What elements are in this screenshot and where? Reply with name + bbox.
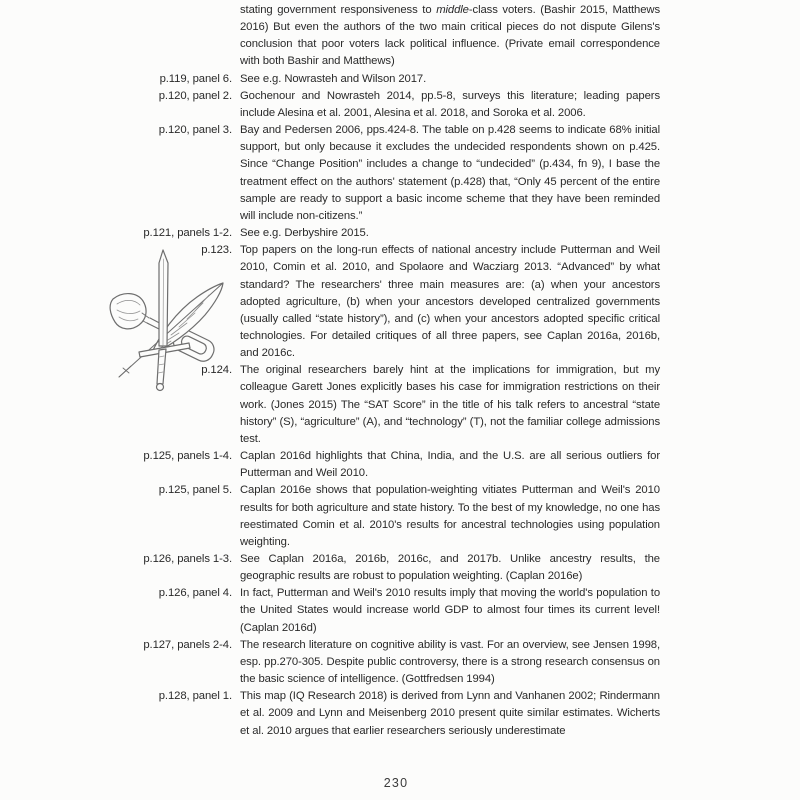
endnote-text: Bay and Pedersen 2006, pps.424-8. The table on p.428 seems to indicate 68% initial support, but only because it excludes the undecided respondents shown on p.425. Since “Change Position” includes a change to “undecided” (p.434, fn 9), I base the treatment effect on the authors' statement (p.428) that, “Only 45 percent of the entire sample are ready to support a basic income scheme that they have been reminded will include non-citizens.”: [240, 124, 660, 222]
endnote-row: [0, 688, 662, 739]
endnote-text-segment: stating government responsiveness to: [240, 4, 437, 16]
endnote-ref: p.119, panel 6.: [159, 72, 232, 85]
endnote-row: [0, 585, 662, 636]
endnote-text: [240, 2, 660, 71]
endnote-text: See e.g. Nowrasteh and Wilson 2017.: [240, 72, 427, 85]
endnote-row: [0, 88, 662, 122]
endnote-row: [0, 2, 662, 71]
endnote-row: [0, 551, 662, 585]
endnote-ref: p.120, panel 3.: [158, 124, 232, 137]
endnote-row: [0, 122, 662, 225]
endnote-text: This map (IQ Research 2018) is derived from Lynn and Vanhanen 2002; Rindermann et al. 2009 and Lynn and Meisenberg 2010 present quite similar estimates. Wicherts et al. 2010 argues that earlier researchers seriously underestimate: [240, 690, 660, 737]
endnote-ref: p.124.: [201, 364, 232, 377]
endnote-ref: p.125, panel 5.: [158, 484, 232, 497]
endnote-ref: p.123.: [201, 244, 232, 257]
endnote-ref: p.126, panel 4.: [158, 587, 232, 600]
endnote-text: Top papers on the long-run effects of national ancestry include Putterman and Weil 2010, Comin et al. 2010, and Spolaore and Wacziarg 2013. “Advanced” by what standard? The researchers' three main measures are: (a) when your ancestors adopted agriculture, (b) when your ancestors developed centralized governments (usually called “state history”), and (c) when your ancestors adopted specific critical technologies. For detailed critiques of all three papers, see Caplan 2016a, 2016b, and 2016c.: [240, 244, 660, 360]
endnote-text: Caplan 2016d highlights that China, India, and the U.S. are all serious outliers for Putterman and Weil 2010.: [240, 450, 660, 480]
endnote-row: [0, 242, 662, 362]
endnote-ref: p.121, panels 1-2.: [143, 227, 232, 240]
endnote-text-italic: middle: [436, 4, 469, 16]
endnote-row: [0, 448, 662, 482]
endnotes-list: [0, 2, 662, 740]
page-number: 230: [383, 776, 409, 790]
endnote-row: [0, 482, 662, 551]
endnote-row: [0, 362, 662, 448]
endnote-text: The original researchers barely hint at the implications for immigration, but my colleague Garett Jones explicitly bases his case for immigration restrictions on their work. (Jones 2015) The “SAT Score” in the title of his talk refers to ancestral “state history” (S), “agriculture” (A), and “technology” (T), not the familiar college admissions test.: [240, 364, 660, 445]
endnote-row: [0, 225, 662, 242]
endnote-ref: p.120, panel 2.: [158, 89, 232, 102]
endnote-row: [0, 71, 662, 88]
endnote-ref: p.127, panels 2-4.: [143, 638, 232, 651]
endnote-text: See Caplan 2016a, 2016b, 2016c, and 2017b. Unlike ancestry results, the geographic results are robust to population weighting. (Caplan 2016e): [240, 553, 660, 583]
sword-quill-shovel-sketch: [103, 247, 238, 395]
endnote-text: See e.g. Derbyshire 2015.: [240, 227, 369, 240]
endnote-ref: p.125, panels 1-4.: [143, 450, 232, 463]
endnote-text: Caplan 2016e shows that population-weighting vitiates Putterman and Weil's 2010 results for both agriculture and state history. To the best of my knowledge, no one has reestimated Comin et al. 2010's results for ancestral technologies using population weighting.: [240, 484, 660, 548]
endnote-text: In fact, Putterman and Weil's 2010 results imply that moving the world's population to the United States would increase world GDP to almost four times its current level! (Caplan 2016d): [240, 587, 660, 634]
endnote-text: The research literature on cognitive ability is vast. For an overview, see Jensen 1998, esp. pp.270-305. Despite public controversy, there is a strong research consensus on the basic science of intelligence. (Gottfredsen 1994): [240, 638, 660, 686]
endnote-ref: p.126, panels 1-3.: [143, 553, 232, 565]
endnote-text: Gochenour and Nowrasteh 2014, pp.5-8, surveys this literature; leading papers include Alesina et al. 2001, Alesina et al. 2018, and Soroka et al. 2006.: [240, 89, 660, 119]
endnote-ref: p.128, panel 1.: [158, 690, 232, 703]
endnote-row: [0, 637, 662, 688]
endnote-text-segment: -class voters. (Bashir 2015, Matthews 2016) But even the authors of the two main critical pieces do not dispute Gilens's conclusion that poor voters lack political influence. (Private email correspondence with both Bashir and Matthews): [240, 4, 660, 68]
